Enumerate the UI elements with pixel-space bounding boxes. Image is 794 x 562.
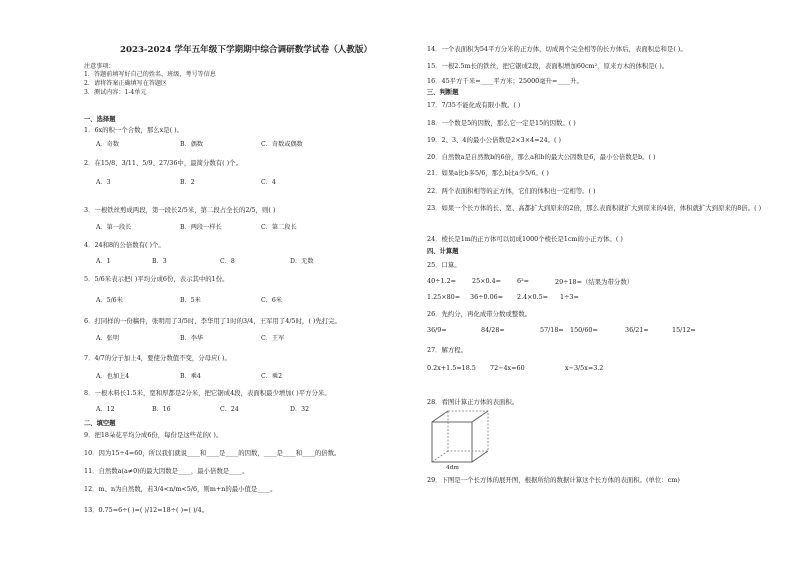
section-choice: 一、选择题 bbox=[84, 116, 116, 123]
question-22: 22．两个表面积相等的正方体，它们的体积也一定相等。( ) bbox=[427, 187, 596, 195]
option: C．24 bbox=[220, 406, 239, 413]
question-24: 24．棱长是1m的正方体可以切成1000个棱长是1cm的小正方体。( ) bbox=[427, 235, 623, 243]
fraction-item: 36/9= bbox=[427, 326, 447, 334]
option: C．乘2 bbox=[261, 373, 283, 380]
section-judge: 三、判断题 bbox=[427, 89, 459, 96]
question-20: 20．自然数a是自然数b的6倍，那么a和b的最大公因数是6，最小公倍数是b。( ) bbox=[427, 153, 656, 161]
oral-item: 6²= bbox=[517, 277, 529, 285]
option: B．两段一样长 bbox=[180, 224, 222, 231]
equation: 0.2x+1.5=18.5 bbox=[427, 364, 476, 372]
question-4: 4．24和8的公倍数有( )个。 bbox=[84, 241, 165, 249]
option: B．乘4 bbox=[180, 373, 201, 380]
notice-item: 3．测试内容：1-4单元 bbox=[84, 89, 147, 96]
option: A．3 bbox=[96, 179, 111, 186]
option: B．3 bbox=[152, 258, 167, 265]
question-9: 9．把18朵花平均分成6份，每份是这些花的( )。 bbox=[84, 431, 223, 439]
question-12: 12．m、n为自然数，若3/4<n/m<5/6，则m+n的最小值是____。 bbox=[84, 485, 277, 493]
oral-item: 40÷1.2= bbox=[427, 277, 457, 285]
section-blank: 二、填空题 bbox=[84, 420, 116, 427]
page-title: 2023-2024 学年五年级下学期期中综合调研数学试卷（人教版） bbox=[120, 45, 373, 55]
question-7: 7．4/7的分子加上4，要使分数值不变，分母应( )。 bbox=[84, 354, 231, 362]
option: A．张明 bbox=[96, 335, 120, 342]
oral-item: 29÷18=（结果为带分数） bbox=[555, 278, 634, 286]
oral-item: 1.25×80= bbox=[427, 293, 461, 301]
question-2: 2．在15/8、3/11、5/9、27/36中，最简分数有( )个。 bbox=[84, 159, 242, 167]
question-28: 28．看图计算正方体的表面积。 bbox=[427, 398, 519, 406]
question-1: 1．6x的积一个合数，那么x是( )。 bbox=[84, 126, 184, 134]
question-18: 18．一个数是5的因数，那么它一定是15的因数。( ) bbox=[427, 119, 576, 127]
notice-header: 注意事项： bbox=[84, 63, 115, 70]
oral-item: 2.4×0.5= bbox=[517, 293, 549, 301]
option: C．第二段长 bbox=[261, 224, 297, 231]
question-21: 21．如果a比b多5/6，那么b比a少5/6。( ) bbox=[427, 169, 549, 177]
question-11: 11．自然数a(a≠0)的最大因数是____，最小倍数是____。 bbox=[84, 467, 249, 475]
fraction-item: 84/28= bbox=[481, 326, 505, 334]
oral-item: 1÷3= bbox=[560, 293, 579, 301]
question-13: 13．0.75=6÷( )=( )/12=18÷( )=( )/4。 bbox=[84, 506, 209, 514]
fraction-item: 150/60= bbox=[570, 326, 598, 334]
option: B．李华 bbox=[180, 335, 204, 342]
equation: 72−4x=60 bbox=[490, 364, 525, 372]
question-17: 17．7/35不能化成有限小数。( ) bbox=[427, 101, 521, 109]
option: A．5/6米 bbox=[96, 297, 123, 304]
question-26: 26．先约分，再化成带分数或整数。 bbox=[427, 310, 531, 318]
option: A．也加上4 bbox=[96, 373, 130, 380]
fraction-item: 57/18= bbox=[540, 326, 564, 334]
notice-item: 1．答题前填写好自己的姓名、班级、考号等信息 bbox=[84, 71, 216, 78]
option: C．奇数或偶数 bbox=[261, 141, 303, 148]
question-14: 14．一个表面积为54平方分米的正方体，切成两个完全相等的长方体后，表面积总和是( )。 bbox=[427, 45, 687, 53]
fraction-item: 36/21= bbox=[625, 326, 649, 334]
option: B．16 bbox=[152, 406, 171, 413]
question-15: 15．一根2.5m长的铁丝，把它锯成2段，表面积增加60cm²，原来方木的体积是( )。 bbox=[427, 62, 669, 70]
option: B．2 bbox=[180, 179, 195, 186]
option: A．1 bbox=[96, 258, 111, 265]
option: A．第一段长 bbox=[96, 224, 132, 231]
option: A．12 bbox=[96, 406, 115, 413]
section-calc: 四、计算题 bbox=[427, 248, 459, 255]
option: D．无数 bbox=[290, 258, 314, 265]
cube-diagram bbox=[430, 409, 496, 466]
oral-item: 25×0.4= bbox=[472, 277, 502, 285]
question-27: 27．解方程。 bbox=[427, 346, 468, 354]
equation: x−3/5x=3.2 bbox=[565, 364, 604, 372]
option: D．32 bbox=[290, 406, 310, 413]
option: C．4 bbox=[261, 179, 276, 186]
cube-label: 4dm bbox=[446, 465, 459, 471]
option: B．5米 bbox=[180, 297, 201, 304]
option: B．偶数 bbox=[180, 141, 204, 148]
question-5: 5．5/6米表示把( )平均分成6份，表示其中的1份。 bbox=[84, 275, 229, 283]
oral-item: 36÷0.06= bbox=[470, 293, 504, 301]
question-6: 6．打同样的一份稿件，张明用了3/5时，李华用了1时的3/4，王军用了4/5时，( )先打完。 bbox=[84, 317, 341, 325]
question-19: 19．2、3、4的最小公倍数是2×3×4=24。( ) bbox=[427, 136, 562, 144]
fraction-item: 15/12= bbox=[672, 326, 696, 334]
question-10: 10．因为15÷4=60，所以我们就说____和____是____的因数，____是____和____的倍数。 bbox=[84, 449, 341, 457]
question-8: 8．一根木料长1.5米，宽和厚都是2分米，把它锯成4段，表面积最少增加( )平方分米。 bbox=[84, 389, 331, 397]
notice-item: 2．请将答案正确填写在答题区 bbox=[84, 80, 168, 87]
option: C．8 bbox=[220, 258, 235, 265]
option: C．6米 bbox=[261, 297, 283, 304]
question-16: 16．45平方千米=____平方米；25000毫升=____升。 bbox=[427, 77, 583, 85]
option: C．王军 bbox=[261, 335, 285, 342]
question-3: 3．一根铁丝剪成两段，第一段长2/5米，第二段占全长的2/5，则( ) bbox=[84, 206, 276, 214]
option: A．奇数 bbox=[96, 141, 120, 148]
question-29: 29．下图是一个长方体的展开图，根据所给的数据计算这个长方体的表面积。(单位：cm) bbox=[427, 476, 680, 484]
question-25: 25．口算。 bbox=[427, 261, 461, 269]
question-23: 23．如果一个长方体的长、宽、高都扩大到原来的2倍，那么表面积就扩大到原来的4倍，体积就扩大到原来的8倍。( ) bbox=[427, 204, 762, 212]
